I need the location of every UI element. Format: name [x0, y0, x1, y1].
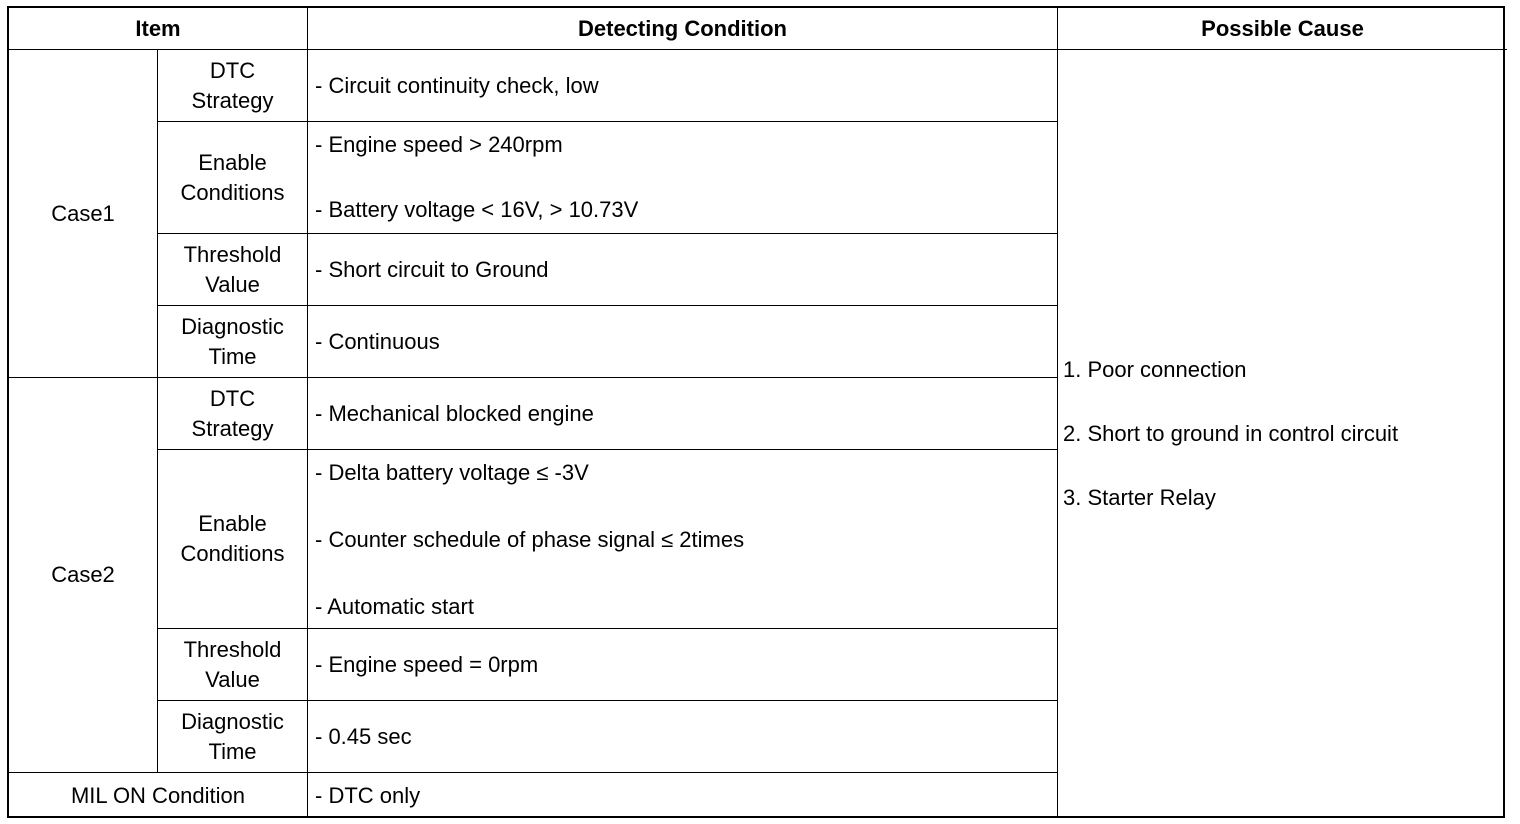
case2-enable-line2: Conditions — [180, 541, 285, 566]
condition-line: - 0.45 sec — [315, 723, 412, 749]
case2-threshold-line1: Threshold — [183, 636, 282, 662]
mil-on-condition-label-cell — [9, 773, 308, 818]
case1-diagnostic-line1: Diagnostic — [181, 313, 284, 339]
case1-enable-conditions-label — [158, 122, 308, 234]
case2-enable-line1: Enable — [198, 511, 267, 536]
case1-dtc-strategy-line1: DTC — [209, 57, 256, 83]
case1-diagnostic-time-label — [158, 306, 308, 378]
mil-on-condition-label: MIL ON Condition — [70, 782, 246, 808]
case2-label-cell — [9, 378, 158, 773]
case2-enable-conditions-label — [158, 450, 308, 629]
case2-threshold-value-label — [158, 629, 308, 701]
header-item-label: Item — [135, 15, 181, 41]
condition-line: - Engine speed = 0rpm — [315, 651, 539, 677]
case1-diagnostic-line2: Time — [208, 343, 257, 369]
case2-label: Case2 — [51, 562, 115, 587]
case2-dtc-strategy-line1: DTC — [209, 385, 256, 411]
case1-threshold-line2: Value — [205, 271, 260, 297]
possible-cause-item: 1. Poor connection — [1063, 357, 1247, 382]
condition-line: - Delta battery voltage ≤ -3V — [315, 460, 589, 485]
possible-cause-cell — [1058, 50, 1507, 818]
dtc-table — [7, 6, 1505, 818]
case2-dtc-strategy-conditions — [308, 378, 1058, 450]
case1-enable-conditions — [308, 122, 1058, 234]
case2-diagnostic-line2: Time — [208, 738, 257, 764]
condition-line: - Engine speed > 240rpm — [315, 132, 563, 157]
possible-cause-item: 3. Starter Relay — [1063, 485, 1216, 510]
case1-label-cell — [9, 50, 158, 378]
condition-line: - Continuous — [315, 328, 440, 354]
header-detecting-condition-label: Detecting Condition — [578, 15, 787, 41]
header-item — [9, 8, 308, 50]
case2-dtc-strategy-label — [158, 378, 308, 450]
possible-cause-item: 2. Short to ground in control circuit — [1063, 421, 1399, 446]
condition-line: - Automatic start — [315, 594, 474, 619]
case1-enable-line2: Conditions — [180, 179, 285, 205]
case2-threshold-line2: Value — [205, 666, 260, 692]
header-possible-cause — [1058, 8, 1507, 50]
case2-diagnostic-time-label — [158, 701, 308, 773]
case1-dtc-strategy-line2: Strategy — [191, 87, 274, 113]
case2-threshold-value-conditions — [308, 629, 1058, 701]
condition-line: - DTC only — [315, 782, 421, 808]
case2-dtc-strategy-line2: Strategy — [191, 415, 274, 441]
case1-threshold-value-conditions — [308, 234, 1058, 306]
case1-dtc-strategy-conditions — [308, 50, 1058, 122]
case1-diagnostic-time-conditions — [308, 306, 1058, 378]
mil-on-condition-value-cell — [308, 773, 1058, 818]
case1-threshold-line1: Threshold — [183, 241, 282, 267]
case1-enable-line1: Enable — [198, 149, 267, 175]
case1-dtc-strategy-label — [158, 50, 308, 122]
case1-threshold-value-label — [158, 234, 308, 306]
condition-line: - Counter schedule of phase signal ≤ 2times — [315, 527, 745, 552]
condition-line: - Battery voltage < 16V, > 10.73V — [315, 197, 639, 222]
condition-line: - Circuit continuity check, low — [315, 72, 599, 98]
case2-diagnostic-time-conditions — [308, 701, 1058, 773]
condition-line: - Mechanical blocked engine — [315, 400, 594, 426]
case2-diagnostic-line1: Diagnostic — [181, 708, 284, 734]
header-detecting-condition — [308, 8, 1058, 50]
condition-line: - Short circuit to Ground — [315, 256, 549, 282]
case1-label: Case1 — [51, 200, 115, 226]
header-possible-cause-label: Possible Cause — [1201, 15, 1364, 41]
case2-enable-conditions — [308, 450, 1058, 629]
